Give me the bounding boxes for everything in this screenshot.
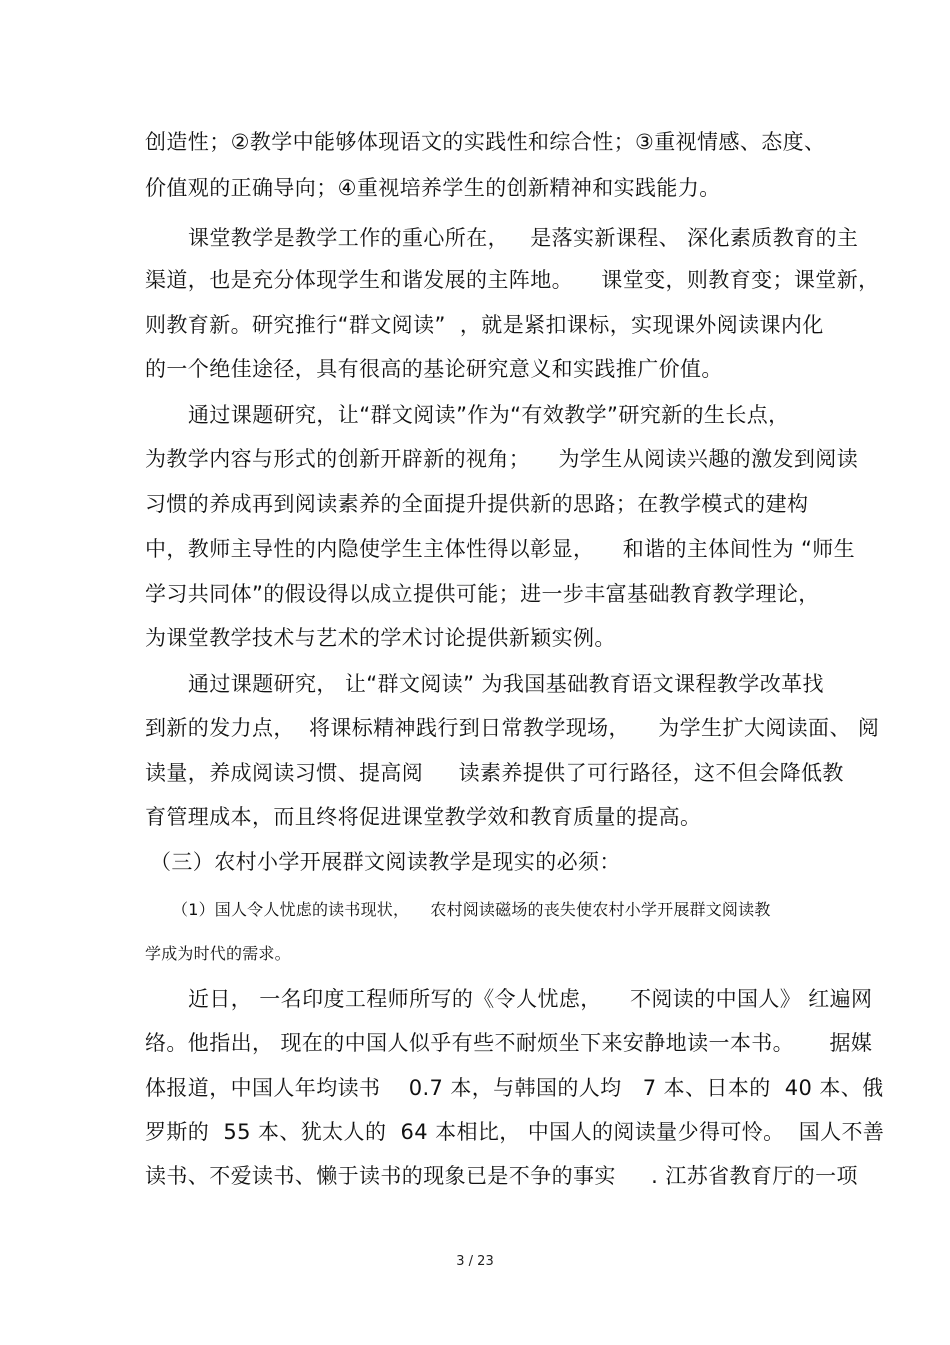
text-line: 络。他指出， 现在的中国人似乎有些不耐烦坐下来安静地读一本书。 据媒 [145, 1031, 873, 1055]
text-line: 罗斯的 55 本、犹太人的 64 本相比， 中国人的阅读量少得可怜。 国人不善 [145, 1120, 885, 1144]
text-line: 渠道，也是充分体现学生和谐发展的主阵地。 课堂变，则教育变；课堂新， [145, 268, 880, 292]
text-line: 通过课题研究，让“群文阅读”作为“有效教学”研究新的生长点， [188, 403, 790, 427]
text-line: 创造性；②教学中能够体现语文的实践性和综合性；③重视情感、态度、 [145, 130, 826, 154]
text-line: 价值观的正确导向；④重视培养学生的创新精神和实践能力。 [145, 176, 721, 200]
text-line: 中，教师主导性的内隐使学生主体性得以彰显， 和谐的主体间性为 “师生 [145, 537, 856, 561]
section-heading: （三）农村小学开展群文阅读教学是现实的必须： [150, 850, 621, 874]
text-line: 为课堂教学技术与艺术的学术讨论提供新颖实例。 [145, 626, 616, 650]
subsection-heading: （1）国人令人忧虑的读书现状， 农村阅读磁场的丧失使农村小学开展群文阅读教 [172, 900, 771, 919]
text-line: 读书、不爱读书、懒于读书的现象已是不争的事实 . 江苏省教育厅的一项 [145, 1164, 858, 1188]
text-line: 为教学内容与形式的创新开辟新的视角； 为学生从阅读兴趣的激发到阅读 [145, 447, 859, 471]
text-line: 到新的发力点， 将课标精神践行到日常教学现场， 为学生扩大阅读面、 阅 [145, 716, 880, 740]
text-line: 课堂教学是教学工作的重心所在， 是落实新课程、 深化素质教育的主 [188, 226, 859, 250]
text-line: 育管理成本，而且终将促进课堂教学效和教育质量的提高。 [145, 805, 702, 829]
text-line: 学习共同体”的假设得以成立提供可能；进一步丰富基础教育教学理论， [145, 582, 820, 606]
text-line: 通过课题研究， 让“群文阅读” 为我国基础教育语文课程教学改革找 [188, 672, 824, 696]
text-line: 习惯的养成再到阅读素养的全面提升提供新的思路；在教学模式的建构 [145, 492, 809, 516]
text-line: 读量，养成阅读习惯、提高阅 读素养提供了可行路径，这不但会降低教 [145, 761, 844, 785]
text-line: 体报道，中国人年均读书 0.7 本，与韩国的人均 7 本、日本的 40 本、俄 [145, 1076, 884, 1100]
text-line: 近日， 一名印度工程师所写的《令人忧虑， 不阅读的中国人》 红遍网 [188, 987, 873, 1011]
text-line: 则教育新。研究推行“群文阅读” ，就是紧扣课标，实现课外阅读课内化 [145, 313, 824, 337]
text-line: 的一个绝佳途径，具有很高的基论研究意义和实践推广价值。 [145, 357, 723, 381]
subsection-heading: 学成为时代的需求。 [145, 944, 291, 963]
page-number: 3 / 23 [456, 1254, 494, 1269]
